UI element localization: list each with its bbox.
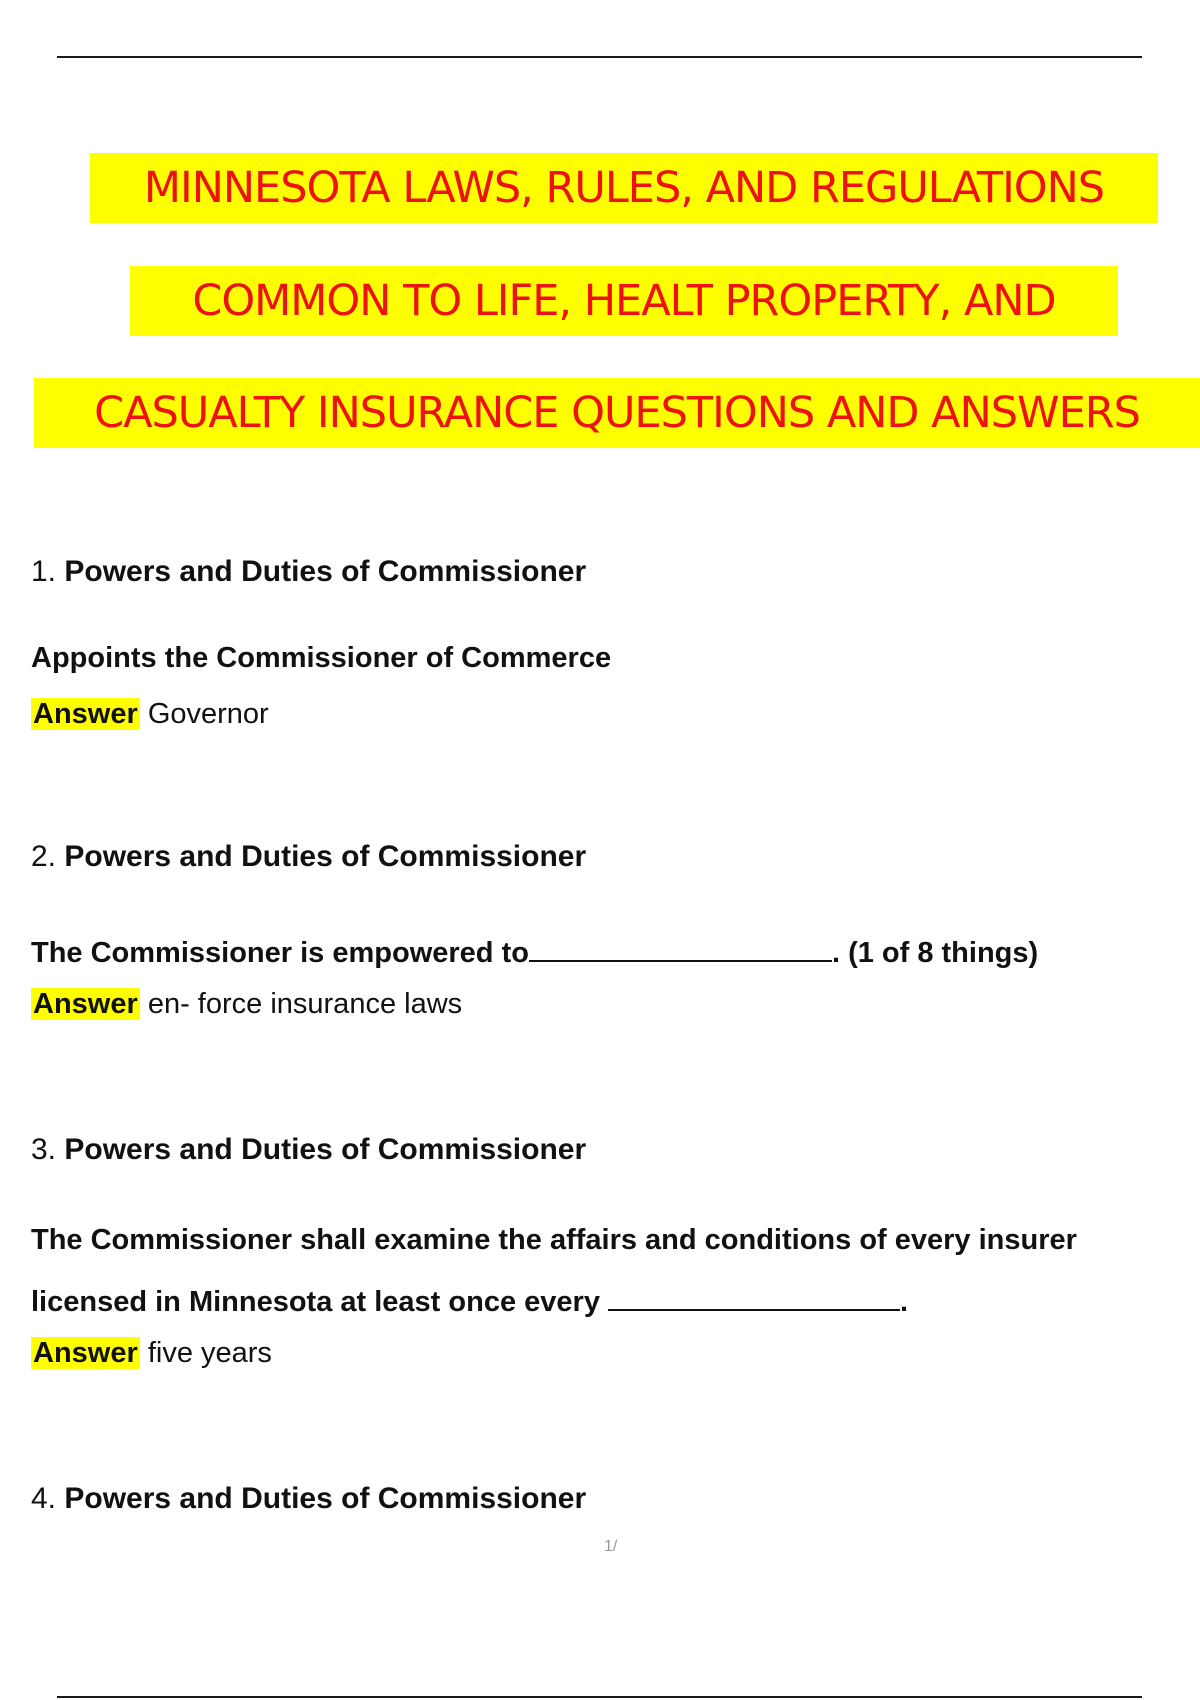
- question-2-number: 2.: [31, 840, 57, 873]
- title-line-3: CASUALTY INSURANCE QUESTIONS AND ANSWERS: [34, 378, 1200, 448]
- answer-text: Governor: [147, 698, 269, 730]
- bottom-rule: [57, 1696, 1142, 1698]
- question-2-text-before: The Commissioner is empowered to: [31, 937, 529, 969]
- question-1-heading-text: Powers and Duties of Commissioner: [64, 555, 587, 588]
- question-2-heading: [31, 840, 586, 874]
- question-4-number: 4.: [31, 1482, 57, 1515]
- fill-in-blank: [529, 932, 832, 962]
- question-1-answer: [31, 698, 269, 731]
- question-3-text-before: licensed in Minnesota at least once every: [31, 1286, 600, 1318]
- title-line-2: COMMON TO LIFE, HEALT PROPERTY, AND: [130, 266, 1118, 336]
- question-3-text-line-2: [31, 1281, 908, 1319]
- top-rule: [57, 56, 1142, 58]
- answer-label: Answer: [33, 988, 138, 1020]
- question-3-text-after: .: [900, 1286, 909, 1318]
- title-line-1: MINNESOTA LAWS, RULES, AND REGULATIONS: [90, 153, 1158, 223]
- answer-text: five years: [147, 1337, 272, 1369]
- answer-label: Answer: [33, 698, 138, 730]
- question-3-heading-text: Powers and Duties of Commissioner: [64, 1133, 587, 1166]
- question-3-text-line-1: The Commissioner shall examine the affairs and conditions of every insurer: [31, 1224, 1077, 1256]
- question-3-number: 3.: [31, 1133, 57, 1166]
- question-2-answer: [31, 988, 462, 1021]
- question-3-heading: [31, 1133, 586, 1167]
- question-4-heading-text: Powers and Duties of Commissioner: [64, 1482, 587, 1515]
- question-2-text-after: . (1 of 8 things): [831, 937, 1039, 969]
- answer-text: en- force insurance laws: [147, 988, 463, 1020]
- question-2-heading-text: Powers and Duties of Commissioner: [64, 840, 587, 873]
- question-1-heading: [31, 555, 586, 589]
- fill-in-blank: [608, 1281, 900, 1311]
- page-number: 1/: [604, 1538, 618, 1555]
- answer-label: Answer: [33, 1337, 138, 1369]
- question-1-text: Appoints the Commissioner of Commerce: [31, 642, 612, 674]
- question-4-heading: [31, 1482, 586, 1516]
- question-1-number: 1.: [31, 555, 57, 588]
- question-3-answer: [31, 1337, 272, 1370]
- question-2-text: [31, 932, 1038, 970]
